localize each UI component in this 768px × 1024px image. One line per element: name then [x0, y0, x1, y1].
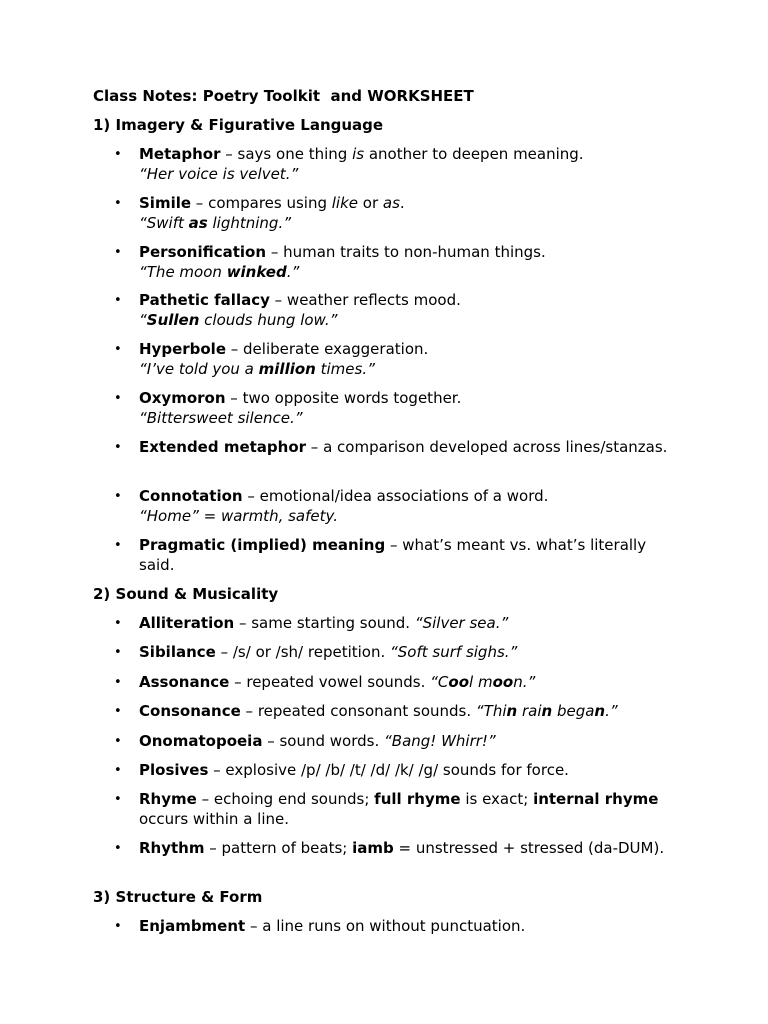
document-title: Class Notes: Poetry Toolkit and WORKSHEET — [93, 87, 474, 105]
list-item-pragmatic-meaning: • Pragmatic (implied) meaning – what’s meant vs. what’s literally said. — [114, 536, 647, 574]
example: “The moon winked.” — [139, 262, 300, 281]
term: Sibilance — [139, 643, 216, 661]
bullet-icon: • — [114, 538, 122, 553]
term: Onomatopoeia — [139, 732, 263, 750]
bullet-icon: • — [114, 645, 122, 660]
example: “Sullen clouds hung low.” — [139, 310, 338, 329]
list-item-assonance: • Assonance – repeated vowel sounds. “Cool moon.” — [114, 673, 536, 691]
list-item-metaphor: • Metaphor – says one thing is another to deepen meaning. “Her voice is velvet.” — [114, 145, 584, 183]
bullet-icon: • — [114, 196, 122, 211]
term: Consonance — [139, 702, 241, 720]
example: “Swift as lightning.” — [139, 213, 291, 232]
example: “Bang! Whirr!” — [384, 732, 496, 750]
example: “I’ve told you a million times.” — [139, 359, 375, 378]
bullet-icon: • — [114, 342, 122, 357]
section-heading-sound: 2) Sound & Musicality — [93, 585, 279, 603]
term: Hyperbole — [139, 340, 226, 358]
list-item-sibilance: • Sibilance – /s/ or /sh/ repetition. “Soft surf sighs.” — [114, 643, 518, 661]
bullet-icon: • — [114, 245, 122, 260]
example: “Home” = warmth, safety. — [139, 506, 338, 525]
bullet-icon: • — [114, 763, 122, 778]
bullet-icon: • — [114, 919, 122, 934]
section-heading-imagery: 1) Imagery & Figurative Language — [93, 116, 384, 134]
term: Oxymoron — [139, 389, 226, 407]
bullet-icon: • — [114, 734, 122, 749]
bullet-icon: • — [114, 841, 122, 856]
bullet-icon: • — [114, 440, 122, 455]
term: Rhythm — [139, 839, 205, 857]
list-item-pathetic-fallacy: • Pathetic fallacy – weather reflects mood. “Sullen clouds hung low.” — [114, 291, 461, 329]
bullet-icon: • — [114, 792, 122, 807]
list-item-oxymoron: • Oxymoron – two opposite words together. “Bittersweet silence.” — [114, 389, 462, 427]
bullet-icon: • — [114, 147, 122, 162]
list-item-alliteration: • Alliteration – same starting sound. “Silver sea.” — [114, 614, 509, 632]
example: “Silver sea.” — [414, 614, 509, 632]
bullet-icon: • — [114, 704, 122, 719]
term: Extended metaphor — [139, 438, 307, 456]
list-item-extended-metaphor: • Extended metaphor – a comparison developed across lines/stanzas. — [114, 438, 668, 456]
list-item-connotation: • Connotation – emotional/idea associations of a word. “Home” = warmth, safety. — [114, 487, 549, 525]
list-item-consonance: • Consonance – repeated consonant sounds. “Thin rain began.” — [114, 702, 618, 720]
list-item-plosives: • Plosives – explosive /p/ /b/ /t/ /d/ /k/ /g/ sounds for force. — [114, 761, 569, 779]
bullet-icon: • — [114, 489, 122, 504]
term: Connotation — [139, 487, 243, 505]
term: Rhyme — [139, 790, 197, 808]
list-item-hyperbole: • Hyperbole – deliberate exaggeration. “I’ve told you a million times.” — [114, 340, 429, 378]
example: “Thin rain began.” — [475, 702, 618, 720]
list-item-onomatopoeia: • Onomatopoeia – sound words. “Bang! Whirr!” — [114, 732, 496, 750]
example: “Cool moon.” — [430, 673, 536, 691]
bullet-icon: • — [114, 675, 122, 690]
term: Assonance — [139, 673, 230, 691]
example: “Bittersweet silence.” — [139, 408, 303, 427]
term: Pathetic fallacy — [139, 291, 270, 309]
example: “Her voice is velvet.” — [139, 164, 299, 183]
term: Personification — [139, 243, 267, 261]
term: Metaphor — [139, 145, 221, 163]
example: “Soft surf sighs.” — [390, 643, 518, 661]
term: Pragmatic (implied) meaning — [139, 536, 386, 554]
bullet-icon: • — [114, 293, 122, 308]
term: Simile — [139, 194, 192, 212]
term: Plosives — [139, 761, 209, 779]
list-item-rhyme: • Rhyme – echoing end sounds; full rhyme is exact; internal rhyme occurs within a line. — [114, 790, 659, 828]
term: Alliteration — [139, 614, 235, 632]
list-item-enjambment: • Enjambment – a line runs on without punctuation. — [114, 917, 526, 935]
list-item-simile: • Simile – compares using like or as. “Swift as lightning.” — [114, 194, 405, 232]
term: Enjambment — [139, 917, 246, 935]
bullet-icon: • — [114, 616, 122, 631]
list-item-personification: • Personification – human traits to non-human things. “The moon winked.” — [114, 243, 546, 281]
list-item-rhythm: • Rhythm – pattern of beats; iamb = unstressed + stressed (da-DUM). — [114, 839, 665, 857]
section-heading-structure: 3) Structure & Form — [93, 888, 263, 906]
bullet-icon: • — [114, 391, 122, 406]
